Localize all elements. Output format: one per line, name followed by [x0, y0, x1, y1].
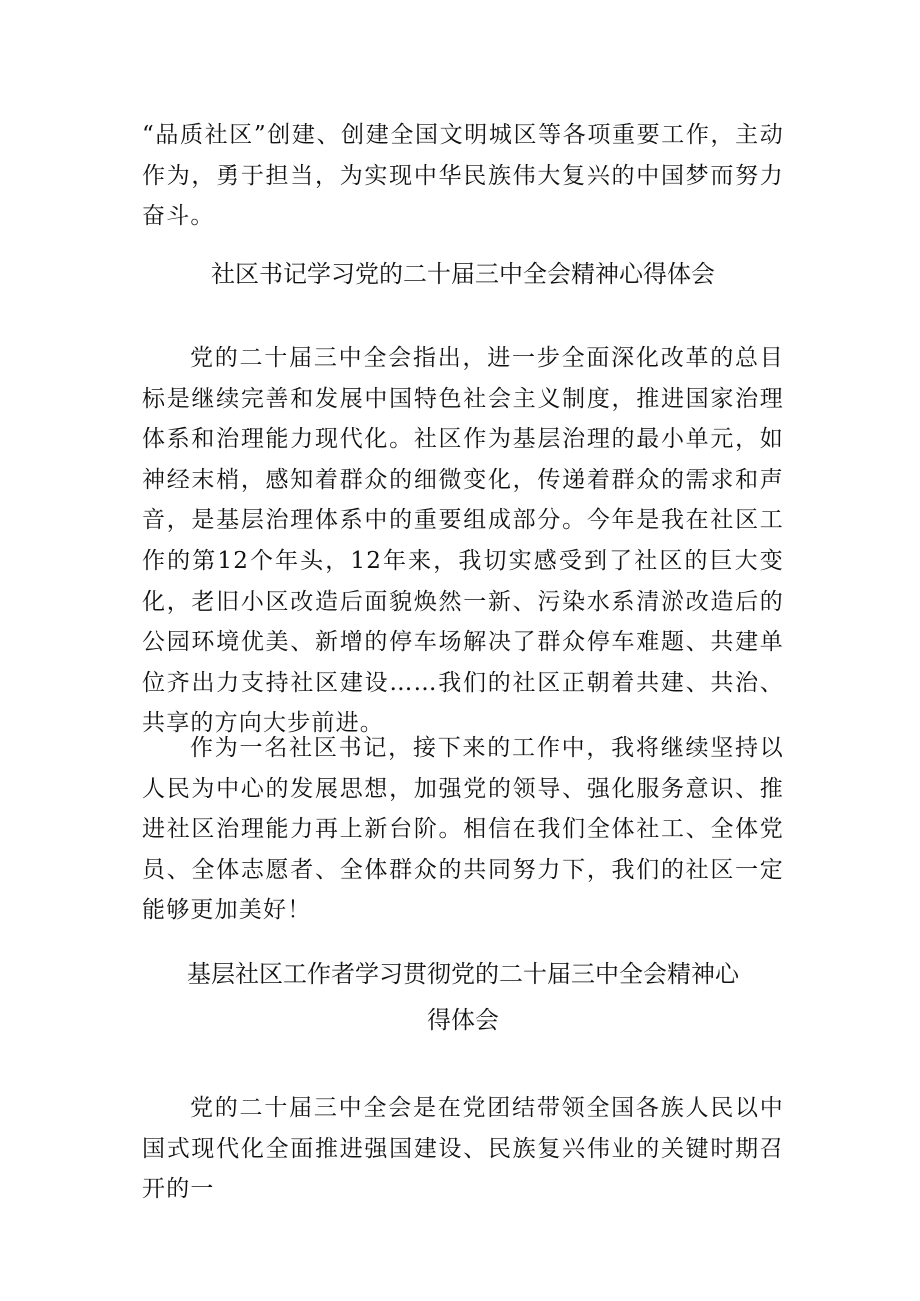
section2-paragraph-1: 党的二十届三中全会是在党团结带领全国各族人民以中国式现代化全面推进强国建设、民族复兴伟业的关键时期召开的一 [142, 1095, 784, 1203]
section1-paragraph-1: 党的二十届三中全会指出，进一步全面深化改革的总目标是继续完善和发展中国特色社会主义制度，推进国家治理体系和治理能力现代化。社区作为基层治理的最小单元，如神经末梢，感知着群众的细微变化，传递着群众的需求和声音，是基层治理体系中的重要组成部分。今年是我在社区工作的第12个年头，12年来，我切实感受到了社区的巨大变化，老旧小区改造后面貌焕然一新、污染水系清淤改造后的公园环境优美、新增的停车场解决了群众停车难题、共建单位齐出力支持社区建设……我们的社区正朝着共建、共治、共享的方向大步前进。 [142, 345, 784, 737]
continuation-paragraph: “品质社区”创建、创建全国文明城区等各项重要工作，主动作为，勇于担当，为实现中华民族伟大复兴的中国梦而努力奋斗。 [142, 122, 784, 230]
section2-title-line1: 基层社区工作者学习贯彻党的二十届三中全会精神心 [187, 960, 739, 988]
section1-title: 社区书记学习党的二十届三中全会精神心得体会 [211, 260, 715, 288]
section2-title-line2: 得体会 [427, 1006, 499, 1034]
section1-paragraph-2: 作为一名社区书记，接下来的工作中，我将继续坚持以人民为中心的发展思想，加强党的领导、强化服务意识、推进社区治理能力再上新台阶。相信在我们全体社工、全体党员、全体志愿者、全体群众的共同努力下，我们的社区一定能够更加美好！ [142, 735, 784, 924]
